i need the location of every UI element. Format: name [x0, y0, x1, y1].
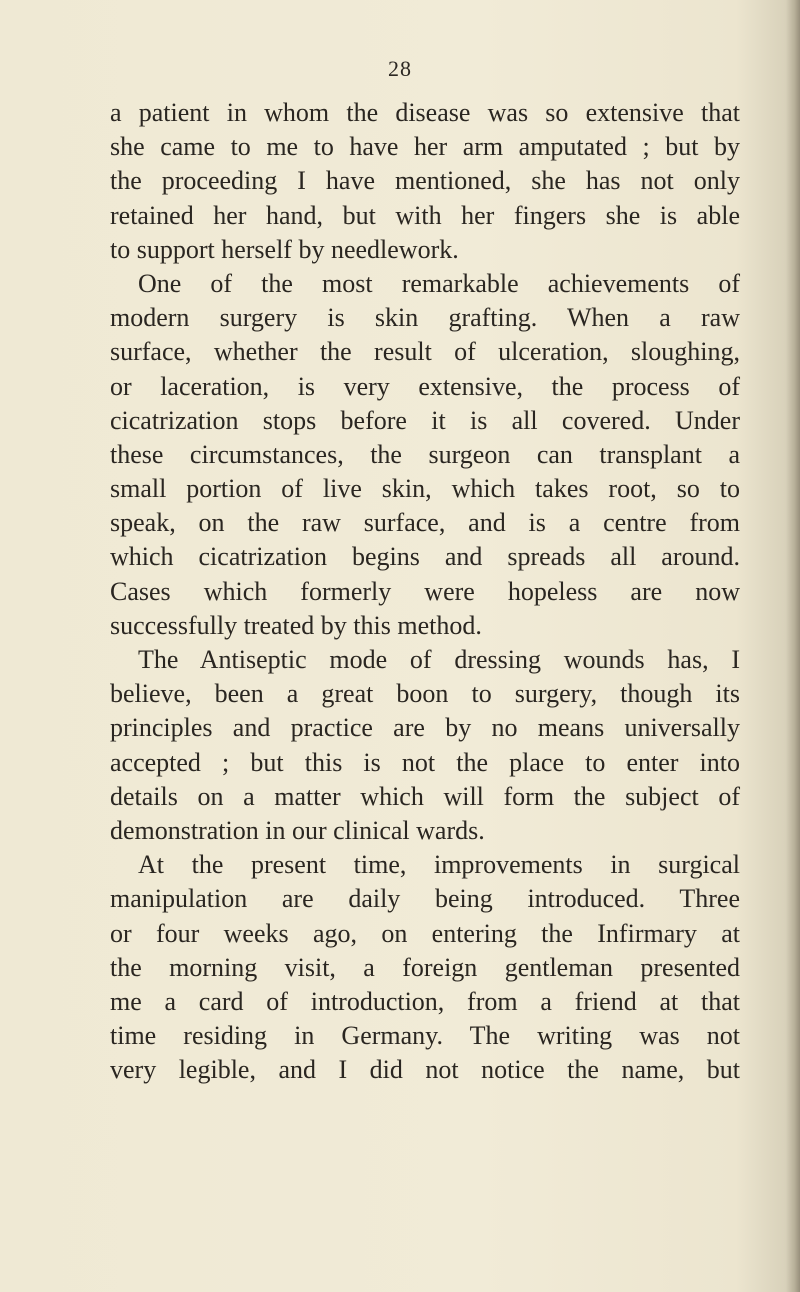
- text-line: demonstration in our clinical wards.: [110, 815, 485, 845]
- text-line: manipulation are daily being introduced. Three: [110, 884, 740, 914]
- text-line: me a card of introduction, from a friend at that: [110, 986, 740, 1016]
- page-edge-shadow: [786, 0, 800, 1292]
- text-line: very legible, and I did not notice the name, but: [110, 1055, 740, 1085]
- text-line: she came to me to have her arm amputated ; but by: [110, 132, 740, 162]
- body-text: [110, 96, 740, 1087]
- text-line: the proceeding I have mentioned, she has not only: [110, 166, 740, 196]
- text-line: One of the most remarkable achievements of: [138, 268, 740, 298]
- text-line: accepted ; but this is not the place to enter into: [110, 747, 740, 777]
- text-line: retained her hand, but with her fingers she is able: [110, 200, 740, 230]
- text-line: The Antiseptic mode of dressing wounds has, I: [138, 645, 740, 674]
- text-line: small portion of live skin, which takes root, so to: [110, 474, 740, 504]
- text-line: to support herself by needlework.: [110, 234, 459, 264]
- text-line: speak, on the raw surface, and is a centre from: [110, 508, 740, 538]
- text-line: which cicatrization begins and spreads all around.: [110, 542, 740, 572]
- text-line: surface, whether the result of ulceration, sloughing,: [110, 337, 740, 367]
- text-line: Cases which formerly were hopeless are now: [110, 576, 740, 606]
- text-line: a patient in whom the disease was so extensive that: [110, 98, 740, 127]
- text-line: principles and practice are by no means universally: [110, 713, 740, 743]
- text-line: or four weeks ago, on entering the Infirmary at: [110, 918, 740, 948]
- text-line: these circumstances, the surgeon can transplant a: [110, 439, 740, 469]
- text-line: believe, been a great boon to surgery, though its: [110, 679, 740, 709]
- text-line: or laceration, is very extensive, the process of: [110, 371, 740, 401]
- text-line: successfully treated by this method.: [110, 610, 482, 640]
- text-line: At the present time, improvements in surgical: [138, 850, 740, 880]
- text-line: cicatrization stops before it is all covered. Under: [110, 405, 740, 435]
- text-line: modern surgery is skin grafting. When a raw: [110, 303, 740, 333]
- text-line: details on a matter which will form the subject of: [110, 781, 740, 811]
- text-line: the morning visit, a foreign gentleman presented: [110, 952, 740, 982]
- page-number: 28: [388, 56, 412, 81]
- text-line: time residing in Germany. The writing was not: [110, 1021, 740, 1051]
